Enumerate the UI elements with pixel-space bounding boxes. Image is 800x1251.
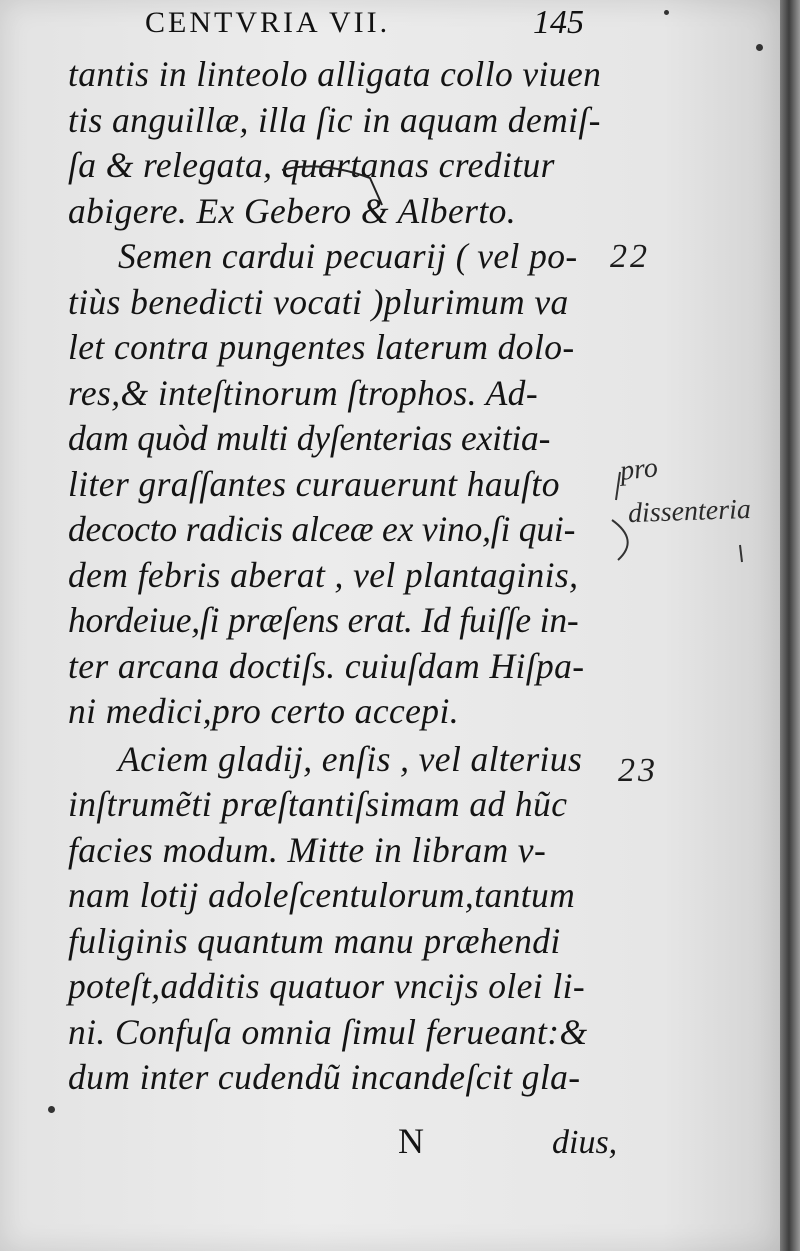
catchword: dius,	[552, 1124, 618, 1161]
text-line: nam lotij adoleſcentulorum,tantum	[68, 875, 576, 915]
bracket-mark	[612, 520, 628, 560]
text-line: Semen cardui pecuarij ( vel po-	[118, 236, 578, 276]
tick-mark	[740, 545, 742, 562]
signature-mark: N	[398, 1121, 424, 1161]
page-number: 145	[533, 4, 584, 41]
text-line: abigere. Ex Gebero & Alberto.	[68, 190, 517, 231]
pen-stroke	[616, 472, 620, 500]
text-line: inſtrumẽti præſtantiſsimam ad hũc	[68, 784, 568, 824]
running-title: CENTVRIA VII.	[145, 6, 391, 39]
text-line: ter arcana doctiſs. cuiuſdam Hiſpa-	[68, 645, 585, 686]
handwritten-note-line2: dissenteria	[627, 493, 752, 530]
text-line: fuliginis quantum manu præhendi	[68, 920, 561, 961]
text-line: res,& inteſtinorum ſtrophos. Ad-	[68, 372, 539, 413]
text-line: ſa & relegata, quartanas creditur	[68, 145, 555, 185]
text-line: liter graſſantes curauerunt hauſto	[68, 463, 560, 504]
ink-blot	[48, 1106, 55, 1113]
text-line: poteſt,additis quatuor vncijs olei li-	[68, 966, 586, 1006]
text-line: decocto radicis alceæ ex vino,ſi qui-	[68, 509, 576, 549]
text-line: tis anguillæ, illa ſic in aquam demiſ-	[68, 99, 601, 140]
ink-blot	[664, 10, 669, 15]
text-line: dam quòd multi dyſenterias exitia-	[68, 418, 551, 458]
section-number-23: 23	[618, 752, 658, 789]
text-line: let contra pungentes laterum dolo-	[68, 327, 575, 367]
text-line: tantis in linteolo alligata collo viuen	[68, 54, 602, 94]
section-number-22: 22	[610, 238, 650, 275]
ink-blot	[756, 44, 763, 51]
strike-through-mark	[282, 166, 382, 205]
handwritten-note-line1: pro	[618, 452, 660, 487]
text-line: hordeiue,ſi præſens erat. Id fuiſſe in-	[68, 600, 579, 640]
text-line: dum inter cudendũ incandeſcit gla-	[68, 1057, 581, 1097]
text-line: ni. Confuſa omnia ſimul ferueant:&	[68, 1011, 588, 1052]
text-line: tiùs benedicti vocati )plurimum va	[68, 281, 569, 322]
text-line: Aciem gladij, enſis , vel alterius	[118, 738, 583, 779]
text-line: facies modum. Mitte in libram v-	[68, 829, 547, 870]
text-line: ni medici,pro certo accepi.	[68, 691, 459, 731]
text-line: dem febris aberat , vel plantaginis,	[68, 554, 579, 595]
